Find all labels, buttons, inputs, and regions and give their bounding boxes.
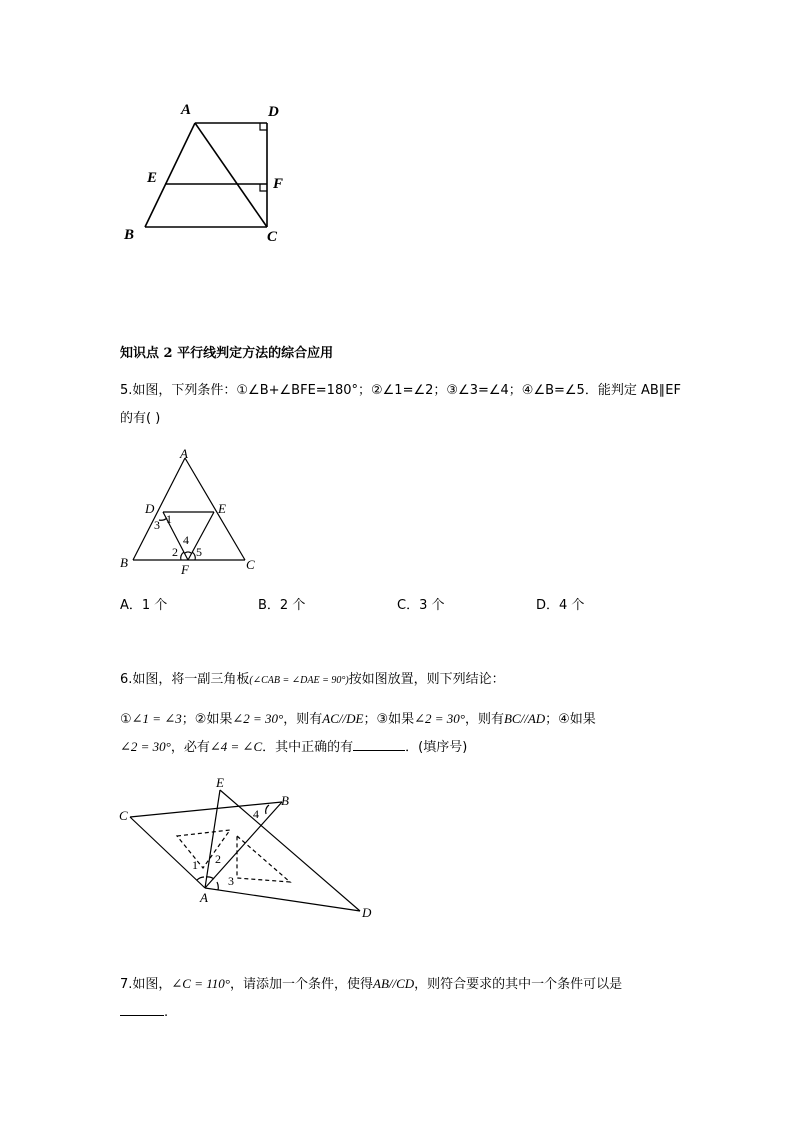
angle-arc-3 bbox=[217, 882, 218, 890]
q6-item4-marker: ；④如果 bbox=[545, 712, 596, 727]
q6-question-end: ．其中正确的有 bbox=[262, 740, 354, 755]
label-A: A bbox=[181, 102, 192, 118]
q6-item1-marker: ① bbox=[120, 712, 132, 727]
segment-CB bbox=[130, 802, 282, 817]
q6-prefix: 6.如图，将一副三角板 bbox=[120, 672, 250, 687]
q6-item2-cond: ∠2 = 30° bbox=[232, 711, 284, 726]
q6-line3 bbox=[120, 738, 467, 757]
angle-arc-2 bbox=[206, 877, 214, 879]
q6-item2-marker: ；②如果 bbox=[181, 712, 233, 727]
q6-label-A: A bbox=[200, 890, 208, 905]
q6-item2-then: ，则有 bbox=[283, 712, 323, 727]
right-angle-F bbox=[260, 184, 267, 191]
q5-angle-1: 1 bbox=[166, 512, 172, 526]
label-D: D bbox=[268, 104, 279, 120]
angle-arc-2 bbox=[181, 552, 184, 560]
q7-given: ∠C = 110° bbox=[171, 976, 230, 991]
q5-label-B: B bbox=[120, 555, 128, 570]
q7-question-end: ，则符合要求的其中一个条件可以是 bbox=[414, 977, 623, 992]
q5-label-F: F bbox=[181, 562, 189, 577]
q6-suffix: 按如图放置，则下列结论： bbox=[348, 672, 505, 687]
q5-label-E: E bbox=[218, 501, 226, 516]
q6-fill-hint: ．(填序号) bbox=[405, 740, 468, 755]
q5-angle-2: 2 bbox=[172, 545, 178, 559]
q7-prefix: 7.如图， bbox=[120, 977, 172, 992]
q6-label-B: B bbox=[281, 793, 289, 808]
dashed-triangle-left bbox=[177, 830, 230, 868]
q6-label-D: D bbox=[362, 905, 372, 920]
q6-item2-result: AC//DE bbox=[322, 711, 364, 726]
angle-arc-4 bbox=[185, 552, 191, 553]
q7-target: AB//CD bbox=[373, 976, 415, 991]
q6-answer-blank[interactable] bbox=[353, 738, 405, 751]
q6-condition: (∠CAB = ∠DAE = 90°) bbox=[249, 675, 349, 686]
figure-trapezoid bbox=[110, 95, 310, 255]
q6-angle-2: 2 bbox=[215, 852, 221, 866]
q7-line2 bbox=[120, 1003, 168, 1022]
q6-item4-cond: ∠2 = 30° bbox=[120, 739, 171, 754]
q6-item4-then: ，必有 bbox=[170, 740, 210, 755]
angle-arc-5 bbox=[192, 552, 195, 560]
q7-answer-blank[interactable] bbox=[120, 1003, 164, 1016]
right-angle-D bbox=[260, 123, 267, 130]
q7-instruction: ，请添加一个条件，使得 bbox=[229, 977, 373, 992]
q5-option-C: C．3 个 bbox=[397, 598, 445, 613]
q7-period: . bbox=[164, 1005, 169, 1020]
q5-label-C: C bbox=[246, 557, 255, 572]
q5-angle-5: 5 bbox=[196, 545, 202, 559]
q5-angle-4: 4 bbox=[183, 533, 189, 547]
label-C: C bbox=[267, 229, 278, 245]
segment-CA bbox=[130, 817, 205, 888]
q5-label-D: D bbox=[145, 501, 155, 516]
q5-option-B: B．2 个 bbox=[258, 598, 306, 613]
q6-angle-4: 4 bbox=[253, 807, 259, 821]
q7-line1 bbox=[120, 975, 622, 994]
q6-label-E: E bbox=[216, 775, 224, 790]
q5-stem-line2: 的有( ) bbox=[120, 411, 161, 426]
q6-angle-3: 3 bbox=[228, 874, 234, 888]
q6-item3-cond: ∠2 = 30° bbox=[414, 711, 465, 726]
q6-angle-1: 1 bbox=[192, 858, 198, 872]
q6-item4-result: ∠4 = ∠C bbox=[209, 739, 263, 754]
q6-label-C: C bbox=[119, 808, 128, 823]
segment-AC bbox=[185, 458, 245, 560]
q5-angle-3: 3 bbox=[154, 518, 160, 532]
angle-arc-4 bbox=[266, 805, 269, 814]
segment-AC bbox=[195, 123, 267, 227]
angle-arc-1 bbox=[197, 877, 204, 880]
q5-option-A: A．1 个 bbox=[120, 598, 168, 613]
q5-option-D: D．4 个 bbox=[536, 598, 585, 613]
q6-line1 bbox=[120, 671, 505, 690]
figure-set-squares-q6 bbox=[115, 770, 380, 920]
q5-label-A: A bbox=[180, 446, 188, 461]
label-E: E bbox=[147, 170, 158, 186]
label-F: F bbox=[273, 176, 284, 192]
q6-item3-then: ，则有 bbox=[464, 712, 504, 727]
q6-line2 bbox=[120, 710, 596, 729]
label-B: B bbox=[124, 227, 135, 243]
section-heading: 知识点 2 平行线判定方法的综合应用 bbox=[120, 346, 334, 361]
q6-item3-marker: ；③如果 bbox=[363, 712, 415, 727]
q5-stem-line1: 5.如图，下列条件：①∠B+∠BFE=180°；②∠1=∠2；③∠3=∠4；④∠B=∠5．能判定 AB∥EF bbox=[120, 383, 681, 398]
q6-item1-expr: ∠1 = ∠3 bbox=[131, 711, 182, 726]
q6-item3-result: BC//AD bbox=[503, 711, 546, 726]
